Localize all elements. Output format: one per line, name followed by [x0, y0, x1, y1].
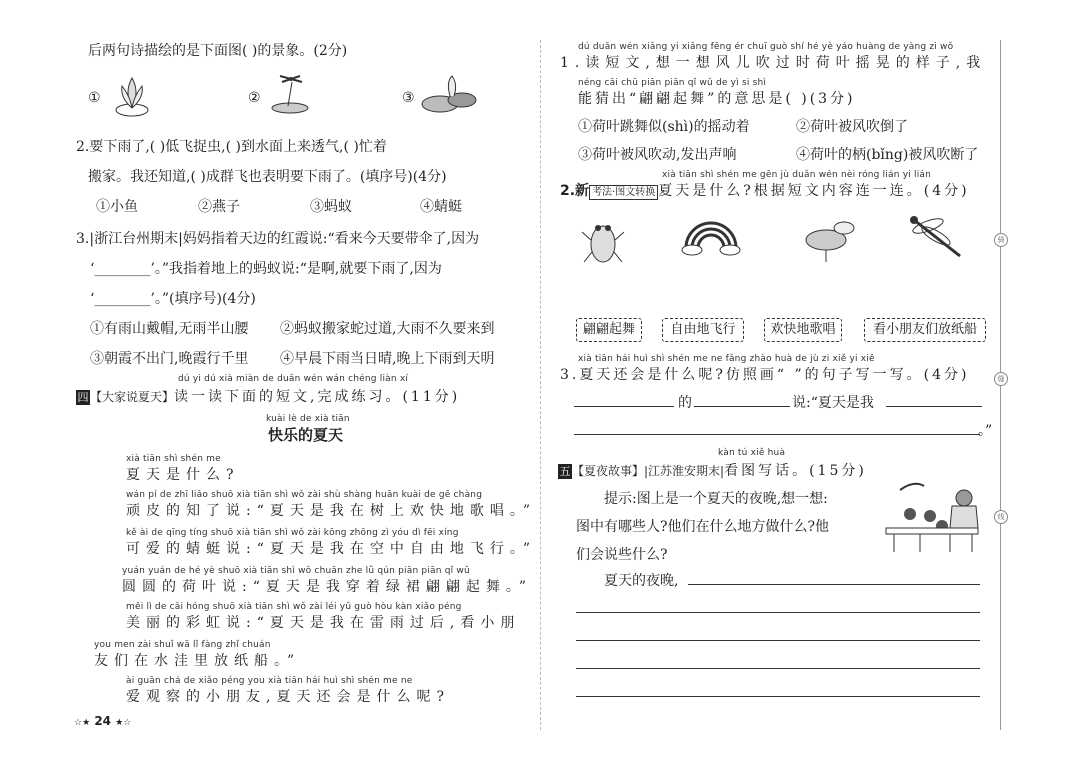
p7-text: 爱观察的小朋友,夏天还会是什么呢?: [126, 689, 450, 705]
sec5-instruction: 看图写话。(15分): [724, 463, 867, 479]
r-q2-tag: 考法·图文转换: [589, 185, 658, 200]
q2-line2: 搬家。我还知道,( )成群飞也表明要下雨了。(填序号)(4分): [88, 169, 447, 185]
r-q3-blank-3[interactable]: [886, 406, 982, 407]
p5-pinyin: měi lì de cǎi hóng shuō xià tiān shì wǒ zài léi yǔ guò hòu kàn xiǎo péng: [126, 602, 462, 612]
r-q3-say: 说:“夏天是我: [792, 395, 874, 411]
r-q1-line2: 能猜出“翩翩起舞”的意思是( )(3分): [578, 91, 856, 107]
p1-pinyin: xià tiān shì shén me: [126, 454, 221, 464]
r-q1-option-2: ②荷叶被风吹倒了: [796, 119, 908, 135]
star-decoration-icon-2: ★☆: [115, 718, 132, 728]
match-box-4[interactable]: 看小朋友们放纸船: [864, 318, 986, 342]
sec5-pinyin: kàn tú xiě huà: [718, 448, 786, 458]
r-q1-option-3: ③荷叶被风吹动,发出声响: [578, 147, 737, 163]
r-q1-pinyin2: néng cāi chū piān piān qǐ wǔ de yì si shì: [578, 78, 767, 88]
q2-option-1: ①小鱼: [96, 199, 138, 215]
img-label-3: ③: [402, 90, 415, 106]
p5-text: 美丽的彩虹说:“夏天是我在雷雨过后,看小朋: [126, 615, 521, 631]
summer-night-illustration: [880, 476, 984, 556]
cicada-illustration: [578, 212, 628, 274]
p4-pinyin: yuán yuán de hé yè shuō xià tiān shì wǒ chuān zhe lǜ qún piān piān qǐ wǔ: [122, 566, 470, 576]
writing-line-5[interactable]: [576, 696, 980, 697]
rainbow-illustration: [680, 216, 742, 256]
match-box-3[interactable]: 欢快地歌唱: [764, 318, 842, 342]
sec4-number: 四: [77, 391, 89, 404]
r-q3-end: 。”: [978, 423, 993, 439]
q3-option-3: ③朝霞不出门,晚霞行千里: [90, 351, 249, 367]
passage-title: 快乐的夏天: [268, 426, 344, 444]
q3-option-1: ①有雨山戴帽,无雨半山腰: [90, 321, 249, 337]
r-q1-line1: 1.读短文,想一想风儿吹过时荷叶摇晃的样子,我: [560, 55, 987, 71]
r-q2-pinyin: xià tiān shì shén me gēn jù duǎn wén nèi róng lián yi lián: [662, 170, 932, 180]
hint-line3: 们会说些什么?: [576, 547, 668, 563]
q2-option-2: ②燕子: [198, 199, 240, 215]
r-q1-pinyin: dú duǎn wén xiǎng yi xiǎng fēng ér chuī guò shí hé yè yáo huàng de yàng zi wǒ: [578, 42, 954, 52]
writing-line-4[interactable]: [576, 668, 980, 669]
writing-start: 夏天的夜晚,: [604, 573, 679, 589]
q3-line3: ‘________’。”(填序号)(4分): [90, 291, 256, 307]
p7-pinyin: ài guān chá de xiǎo péng you xià tiān hái huì shì shén me ne: [126, 676, 413, 686]
lotus-flower-illustration: [110, 70, 160, 120]
img-label-2: ②: [248, 90, 261, 106]
r-q1-option-4: ④荷叶的柄(bǐng)被风吹断了: [796, 147, 979, 163]
r-q2-number: 2.新: [560, 183, 590, 199]
hint-line1: 提示:图上是一个夏天的夜晚,想一想:: [604, 491, 828, 507]
page-number-value: 24: [94, 714, 112, 728]
r-q1-option-1: ①荷叶跳舞似(shì)的摇动着: [578, 119, 750, 135]
sec5-tag: 【夏夜故事】|江苏淮安期末|: [572, 464, 725, 478]
p3-text: 可爱的蜻蜓说:“夏天是我在空中自由地飞行。”: [126, 541, 537, 557]
sec4-tag: 【大家说夏天】: [90, 390, 175, 404]
sec5-header: [558, 460, 867, 480]
sec4-pinyin: dú yi dú xià miàn de duǎn wén wán chéng liàn xí: [178, 374, 409, 384]
q2-line1: 2.要下雨了,( )低飞捉虫,( )到水面上来透气,( )忙着: [76, 139, 387, 155]
q3-line2: ‘________’。”我指着地上的蚂蚁说:“是啊,就要下雨了,因为: [90, 261, 442, 277]
q2-option-4: ④蜻蜓: [420, 199, 462, 215]
q3-line1: 3.|浙江台州期末|妈妈指着天边的红霞说:“看来今天要带伞了,因为: [76, 231, 480, 247]
binding-hole-1: 骑: [994, 233, 1008, 247]
r-q3-blank-2[interactable]: [694, 406, 790, 407]
p4-text: 圆圆的荷叶说:“夏天是我穿着绿裙翩翩起舞。”: [122, 579, 533, 595]
sec5-number: 五: [559, 465, 571, 478]
page-number: [74, 714, 131, 728]
q1-intro: 后两句诗描绘的是下面图( )的景象。(2分): [88, 43, 348, 59]
writing-line-2[interactable]: [576, 612, 980, 613]
p3-pinyin: kě ài de qīng tíng shuō xià tiān shì wǒ zài kōng zhōng zì yóu dì fēi xíng: [126, 528, 459, 538]
r-q2-line: [560, 180, 970, 200]
p6-pinyin: you men zài shuǐ wā lǐ fàng zhǐ chuán: [94, 640, 271, 650]
lotus-pond-illustration: [420, 74, 480, 118]
r-q3-de: 的: [678, 395, 692, 411]
hint-line2: 图中有哪些人?他们在什么地方做什么?他: [576, 519, 830, 535]
q3-option-2: ②蚂蚁搬家蛇过道,大雨不久要来到: [280, 321, 495, 337]
binding-hole-2: 缝: [994, 372, 1008, 386]
binding-hole-3: 线: [994, 510, 1008, 524]
match-box-1[interactable]: 翩翩起舞: [576, 318, 642, 342]
writing-line-1[interactable]: [688, 584, 980, 585]
sec4-header: [76, 386, 460, 406]
p2-pinyin: wán pí de zhī liǎo shuō xià tiān shì wǒ zài shù shàng huān kuài de gē chàng: [126, 490, 483, 500]
lotus-leaf-illustration: [800, 214, 862, 264]
r-q3-pinyin: xià tiān hái huì shì shén me ne fǎng zhào huà de jù zi xiě yi xiě: [578, 354, 875, 364]
sec4-instruction: 读一读下面的短文,完成练习。(11分): [174, 389, 461, 405]
writing-line-3[interactable]: [576, 640, 980, 641]
p1-text: 夏天是什么?: [126, 467, 240, 483]
r-q3-blank-4[interactable]: [574, 434, 980, 435]
title-pinyin: kuài lè de xià tiān: [266, 414, 350, 424]
page-divider: [540, 40, 541, 730]
dragonfly-on-lotus-illustration: [268, 68, 318, 118]
p2-text: 顽皮的知了说:“夏天是我在树上欢快地歌唱。”: [126, 503, 537, 519]
r-q2-text: 夏天是什么?根据短文内容连一连。(4分): [658, 183, 970, 199]
p6-text: 友们在水洼里放纸船。”: [94, 653, 301, 669]
q2-option-3: ③蚂蚁: [310, 199, 352, 215]
star-decoration-icon: ☆★: [74, 718, 91, 728]
img-label-1: ①: [88, 90, 101, 106]
r-q3-blank-1[interactable]: [574, 406, 674, 407]
match-box-2[interactable]: 自由地飞行: [662, 318, 744, 342]
q3-option-4: ④早晨下雨当日晴,晚上下雨到天明: [280, 351, 495, 367]
dragonfly-illustration: [906, 212, 968, 264]
r-q3-text: 3.夏天还会是什么呢?仿照画“ ”的句子写一写。(4分): [560, 367, 970, 383]
